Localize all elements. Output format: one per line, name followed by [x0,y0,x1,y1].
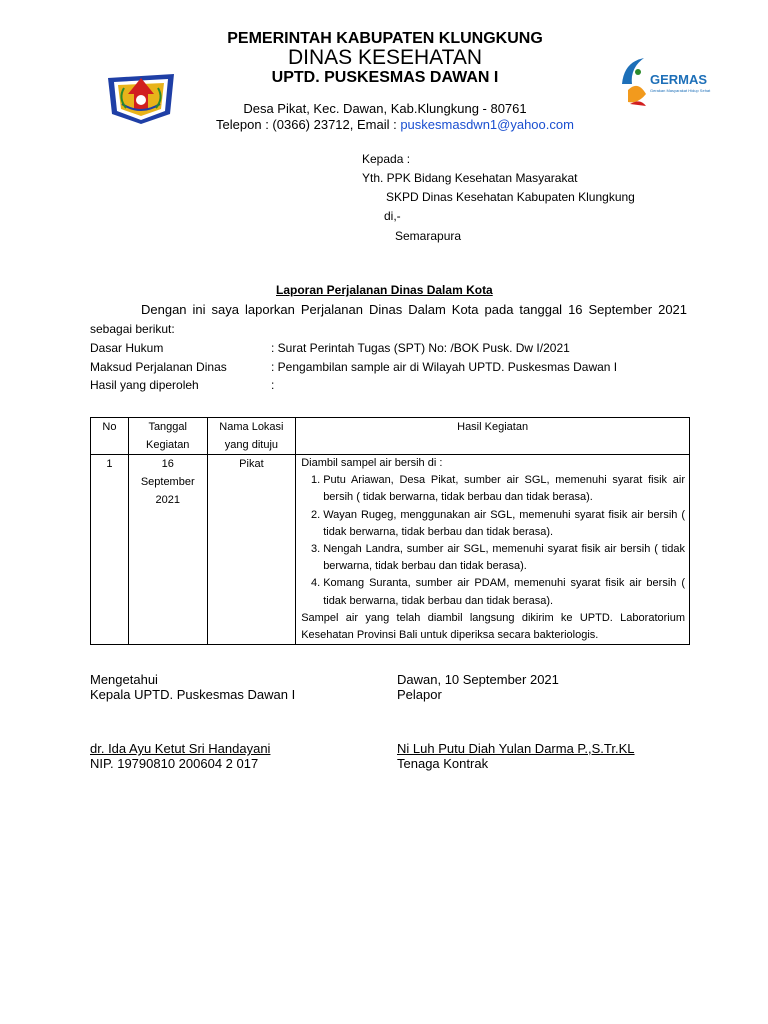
intro-word: Perjalanan [300,302,363,317]
intro-word: Dengan [141,302,187,317]
germas-logo-text: GERMAS [650,72,708,87]
header-government: PEMERINTAH KABUPATEN KLUNGKUNG [227,30,543,47]
header-no: No [91,418,129,455]
intro-word: 16 [568,302,583,317]
intro-word: saya [211,302,239,317]
header-lokasi: Nama Lokasi yang dituju [207,418,296,455]
cell-no: 1 [91,455,129,645]
sig-right-status: Tenaga Kontrak [397,756,489,771]
recipient-line4: Semarapura [395,229,462,243]
cell-lokasi: Pikat [207,455,296,645]
sig-right-name: Ni Luh Putu Diah Yulan Darma P.,S.Tr.KL [397,741,635,756]
sig-left-name: dr. Ida Ayu Ketut Sri Handayani [90,741,271,756]
sig-left-nip: NIP. 19790810 200604 2 017 [90,756,259,771]
recipient-kepada: Kepada : [362,152,411,166]
activity-table [90,417,690,645]
hasil-intro: Diambil sampel air bersih di : [301,457,443,469]
hasil-list [301,472,685,610]
intro-word: ini [192,302,206,317]
header-tanggal: Tanggal Kegiatan [128,418,207,455]
field-dasar-hukum-value: : Surat Perintah Tugas (SPT) No: /BOK Pusk. Dw I/2021 [271,341,570,355]
cell-hasil [296,455,690,645]
field-maksud-value: : Pengambilan sample air di Wilayah UPTD. Puskesmas Dawan I [271,360,618,374]
intro-word: September [588,302,653,317]
field-hasil-value: : [271,378,275,392]
sig-right-line1: Dawan, 10 September 2021 [397,672,559,687]
recipient-line2: SKPD Dinas Kesehatan Kabupaten Klungkung [386,190,635,204]
field-maksud-label: Maksud Perjalanan Dinas [90,360,227,374]
header-email-link[interactable]: puskesmasdwn1@yahoo.com [400,117,574,132]
intro-word: Kota [451,302,479,317]
header-phone: Telepon : (0366) 23712, Email : [216,117,401,132]
intro-word: Dalam [408,302,446,317]
header-address: Desa Pikat, Kec. Dawan, Kab.Klungkung - 80761 [243,101,527,116]
field-hasil-label: Hasil yang diperoleh [90,378,199,392]
sig-left-line1: Mengetahui [90,672,158,687]
field-dasar-hukum-label: Dasar Hukum [90,341,164,355]
report-title: Laporan Perjalanan Dinas Dalam Kota [276,283,493,297]
intro-word: Dinas [368,302,403,317]
report-intro-line2: sebagai berikut: [90,322,175,336]
germas-logo-subtext: Gerakan Masyarakat Hidup Sehat [650,88,711,93]
header-unit: UPTD. PUSKESMAS DAWAN I [271,69,499,86]
cell-tanggal: 16 September 2021 [128,455,207,645]
table-row [91,455,690,645]
list-item: 2. Wayan Rugeg, menggunakan air SGL, memenuhi syarat fisik air bersih ( tidak berwarna, tidak berbau dan tidak berasa). [323,507,685,541]
header-contact [160,117,630,132]
intro-word: tanggal [519,302,563,317]
intro-word: 2021 [658,302,688,317]
intro-word: laporkan [244,302,295,317]
recipient-line1: Yth. PPK Bidang Kesehatan Masyarakat [362,171,578,185]
hasil-closing: Sampel air yang telah diambil langsung dikirim ke UPTD. Laboratorium Kesehatan Provinsi Bali untuk diperiksa secara bakteriologis. [301,611,685,642]
recipient-line3: di,- [384,209,401,223]
list-item: 4. Komang Suranta, sumber air PDAM, memenuhi syarat fisik air bersih ( tidak berwarna, tidak berbau dan tidak berasa). [323,575,685,609]
header-agency: DINAS KESEHATAN [287,46,483,69]
list-item: 3. Nengah Landra, sumber air SGL, memenuhi syarat fisik air bersih ( tidak berwarna, tidak berbau dan tidak berasa). [323,541,685,575]
table-header-row [91,418,690,455]
list-item: 1. Putu Ariawan, Desa Pikat, sumber air SGL, memenuhi syarat fisik air bersih ( tidak berwarna, tidak berbau dan tidak berasa). [323,472,685,506]
report-intro-line1 [141,302,687,317]
sig-left-line2: Kepala UPTD. Puskesmas Dawan I [90,687,296,702]
germas-logo [616,54,711,110]
sig-right-line2: Pelapor [397,687,442,702]
intro-word: pada [484,302,514,317]
header-hasil: Hasil Kegiatan [296,418,690,455]
